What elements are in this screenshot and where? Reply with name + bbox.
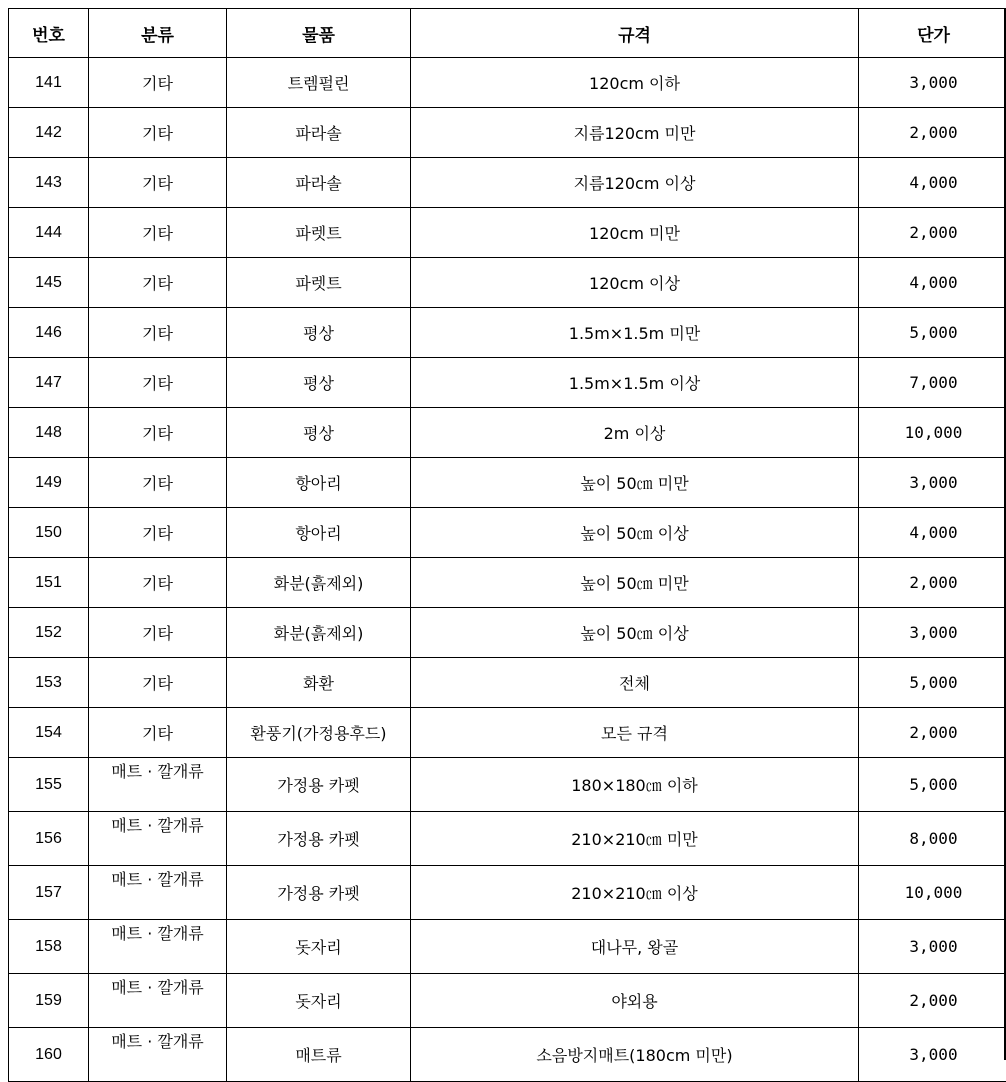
table-body [9, 58, 1006, 1082]
cell-no: 159 [9, 974, 89, 1028]
fee-table [8, 8, 1006, 1082]
cell-item: 항아리 [227, 458, 411, 508]
cell-category [89, 866, 227, 920]
cell-no: 157 [9, 866, 89, 920]
cell-category-text: 매트 · 깔개류 [102, 924, 214, 944]
cell-item: 환풍기(가정용후드) [227, 708, 411, 758]
cell-spec: 120cm 미만 [411, 208, 859, 258]
cell-item: 화분(흙제외) [227, 558, 411, 608]
cell-spec: 지름120cm 이상 [411, 158, 859, 208]
cell-no: 158 [9, 920, 89, 974]
cell-price: 8,000 [859, 812, 1006, 866]
cell-spec: 210×210㎝ 미만 [411, 812, 859, 866]
table-row [9, 1028, 1006, 1082]
table-row [9, 758, 1006, 812]
table-row [9, 608, 1006, 658]
cell-price: 3,000 [859, 1028, 1006, 1082]
cell-category: 기타 [89, 58, 227, 108]
table-row [9, 158, 1006, 208]
cell-item: 파렛트 [227, 208, 411, 258]
cell-item: 트렘펄린 [227, 58, 411, 108]
cell-no: 142 [9, 108, 89, 158]
cell-spec: 120cm 이하 [411, 58, 859, 108]
cell-category-text: 매트 · 깔개류 [102, 816, 214, 836]
cell-item: 항아리 [227, 508, 411, 558]
cell-spec: 210×210㎝ 이상 [411, 866, 859, 920]
cell-no: 151 [9, 558, 89, 608]
cell-spec: 높이 50㎝ 미만 [411, 458, 859, 508]
cell-category: 기타 [89, 208, 227, 258]
table-row [9, 974, 1006, 1028]
cell-item: 파라솔 [227, 158, 411, 208]
cell-price: 5,000 [859, 308, 1006, 358]
cell-spec: 높이 50㎝ 미만 [411, 558, 859, 608]
table-row [9, 108, 1006, 158]
cell-no: 149 [9, 458, 89, 508]
cell-category [89, 920, 227, 974]
cell-item: 평상 [227, 308, 411, 358]
table-row [9, 812, 1006, 866]
cell-category: 기타 [89, 108, 227, 158]
cell-category [89, 974, 227, 1028]
cell-price: 4,000 [859, 508, 1006, 558]
cell-item: 화환 [227, 658, 411, 708]
cell-category: 기타 [89, 358, 227, 408]
cell-no: 156 [9, 812, 89, 866]
cell-no: 155 [9, 758, 89, 812]
cell-no: 147 [9, 358, 89, 408]
cell-spec: 지름120cm 미만 [411, 108, 859, 158]
cell-spec: 높이 50㎝ 이상 [411, 508, 859, 558]
cell-item: 가정용 카펫 [227, 812, 411, 866]
cell-price: 3,000 [859, 458, 1006, 508]
cell-category-text: 매트 · 깔개류 [102, 870, 214, 890]
cell-spec: 120cm 이상 [411, 258, 859, 308]
cell-price: 10,000 [859, 866, 1006, 920]
cell-category: 기타 [89, 458, 227, 508]
cell-price: 2,000 [859, 558, 1006, 608]
table-row [9, 658, 1006, 708]
cell-category [89, 758, 227, 812]
cell-category-text: 매트 · 깔개류 [102, 978, 214, 998]
cell-category: 기타 [89, 558, 227, 608]
cell-spec: 전체 [411, 658, 859, 708]
cell-item: 화분(흙제외) [227, 608, 411, 658]
cell-no: 154 [9, 708, 89, 758]
cell-category-text: 매트 · 깔개류 [102, 1032, 214, 1052]
cell-category: 기타 [89, 308, 227, 358]
cell-spec: 1.5m×1.5m 이상 [411, 358, 859, 408]
header-spec: 규격 [411, 9, 859, 58]
cell-no: 144 [9, 208, 89, 258]
cell-item: 가정용 카펫 [227, 866, 411, 920]
cell-no: 150 [9, 508, 89, 558]
cell-category: 기타 [89, 408, 227, 458]
cell-item: 파렛트 [227, 258, 411, 308]
cell-category [89, 812, 227, 866]
cell-spec: 2m 이상 [411, 408, 859, 458]
cell-price: 4,000 [859, 158, 1006, 208]
header-row [9, 9, 1006, 58]
cell-item: 가정용 카펫 [227, 758, 411, 812]
table-row [9, 208, 1006, 258]
cell-category: 기타 [89, 608, 227, 658]
table-row [9, 708, 1006, 758]
cell-price: 2,000 [859, 708, 1006, 758]
cell-category: 기타 [89, 708, 227, 758]
cell-no: 153 [9, 658, 89, 708]
header-price: 단가 [859, 9, 1006, 58]
cell-category-text: 매트 · 깔개류 [102, 762, 214, 782]
cell-no: 146 [9, 308, 89, 358]
cell-price: 2,000 [859, 208, 1006, 258]
cell-spec: 대나무, 왕골 [411, 920, 859, 974]
cell-no: 148 [9, 408, 89, 458]
cell-spec: 180×180㎝ 이하 [411, 758, 859, 812]
table-row [9, 458, 1006, 508]
cell-price: 3,000 [859, 920, 1006, 974]
header-item: 물품 [227, 9, 411, 58]
cell-price: 2,000 [859, 108, 1006, 158]
cell-price: 5,000 [859, 658, 1006, 708]
table-row [9, 920, 1006, 974]
cell-price: 4,000 [859, 258, 1006, 308]
table-row [9, 866, 1006, 920]
cell-item: 매트류 [227, 1028, 411, 1082]
cell-spec: 야외용 [411, 974, 859, 1028]
cell-price: 3,000 [859, 58, 1006, 108]
cell-item: 돗자리 [227, 920, 411, 974]
cell-item: 파라솔 [227, 108, 411, 158]
cell-price: 3,000 [859, 608, 1006, 658]
cell-category [89, 1028, 227, 1082]
cell-no: 143 [9, 158, 89, 208]
cell-spec: 높이 50㎝ 이상 [411, 608, 859, 658]
cell-spec: 모든 규격 [411, 708, 859, 758]
cell-category: 기타 [89, 258, 227, 308]
table-row [9, 558, 1006, 608]
cell-spec: 1.5m×1.5m 미만 [411, 308, 859, 358]
table-row [9, 258, 1006, 308]
header-no: 번호 [9, 9, 89, 58]
table-row [9, 58, 1006, 108]
table-row [9, 408, 1006, 458]
header-category: 분류 [89, 9, 227, 58]
cell-item: 돗자리 [227, 974, 411, 1028]
cell-category: 기타 [89, 658, 227, 708]
table-row [9, 308, 1006, 358]
cell-price: 10,000 [859, 408, 1006, 458]
cell-no: 160 [9, 1028, 89, 1082]
table-row [9, 508, 1006, 558]
cell-item: 평상 [227, 358, 411, 408]
cell-category: 기타 [89, 508, 227, 558]
cell-no: 145 [9, 258, 89, 308]
cell-price: 5,000 [859, 758, 1006, 812]
cell-no: 152 [9, 608, 89, 658]
cell-price: 7,000 [859, 358, 1006, 408]
cell-item: 평상 [227, 408, 411, 458]
cell-price: 2,000 [859, 974, 1006, 1028]
cell-category: 기타 [89, 158, 227, 208]
cell-spec: 소음방지매트(180cm 미만) [411, 1028, 859, 1082]
cell-no: 141 [9, 58, 89, 108]
table-row [9, 358, 1006, 408]
